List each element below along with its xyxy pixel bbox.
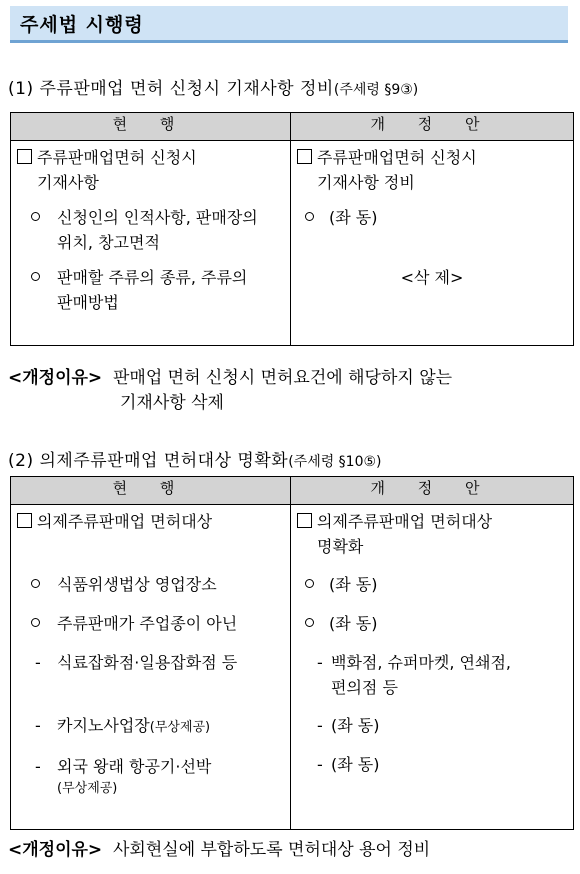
list-item: - (좌 동) bbox=[317, 716, 380, 735]
section-1-heading bbox=[8, 74, 418, 99]
reason-text: 사회현실에 부합하도록 면허대상 용어 정비 bbox=[113, 840, 431, 860]
list-item: 주류판매가 주업종이 아닌 bbox=[15, 611, 286, 636]
section-1-reason bbox=[8, 366, 452, 416]
circle-bullet-icon bbox=[31, 618, 40, 627]
column-header-revised: 개 정 안 bbox=[291, 113, 574, 141]
circle-bullet-icon bbox=[31, 212, 40, 221]
deleted-marker: <삭 제> bbox=[400, 268, 464, 287]
section-2-current-cell bbox=[11, 505, 291, 830]
list-item: 의제주류판매업 면허대상 명확화 bbox=[295, 509, 569, 559]
list-item: (좌 동) bbox=[295, 611, 569, 636]
list-item: 의제주류판매업 면허대상 bbox=[15, 509, 286, 534]
column-header-current: 현 행 bbox=[11, 113, 291, 141]
circle-bullet-icon bbox=[305, 212, 314, 221]
section-1-revised-cell bbox=[291, 141, 574, 346]
reason-text: 판매업 면허 신청시 면허요건에 해당하지 않는 bbox=[113, 368, 453, 388]
reason-text-continued: 기재사항 삭제 bbox=[120, 393, 224, 413]
title-banner bbox=[10, 6, 568, 43]
section-1-title: (1) 주류판매업 면허 신청시 기재사항 정비 bbox=[8, 79, 334, 99]
section-2-comparison-table bbox=[10, 476, 574, 830]
section-1-reference: (주세령 §9③) bbox=[333, 82, 419, 98]
section-2-revised-cell bbox=[291, 505, 574, 830]
list-item: (좌 동) bbox=[295, 205, 569, 230]
document-title: 주세법 시행령 bbox=[20, 13, 144, 36]
circle-bullet-icon bbox=[31, 579, 40, 588]
list-item: - (좌 동) bbox=[317, 755, 380, 774]
list-item: 식품위생법상 영업장소 bbox=[15, 572, 286, 597]
circle-bullet-icon bbox=[305, 579, 314, 588]
list-item: (좌 동) bbox=[295, 572, 569, 597]
checkbox-square-icon bbox=[297, 513, 312, 528]
column-header-revised: 개 정 안 bbox=[291, 477, 574, 505]
list-item: - 식료잡화점·일용잡화점 등 bbox=[35, 653, 238, 672]
section-2-heading bbox=[8, 446, 382, 471]
reason-label: <개정이유> bbox=[8, 368, 103, 388]
checkbox-square-icon bbox=[17, 149, 32, 164]
reason-label: <개정이유> bbox=[8, 840, 103, 860]
section-1-current-cell bbox=[11, 141, 291, 346]
section-1-comparison-table bbox=[10, 112, 574, 346]
section-2-title: (2) 의제주류판매업 면허대상 명확화 bbox=[8, 451, 289, 471]
list-item: 판매할 주류의 종류, 주류의 판매방법 bbox=[15, 265, 286, 315]
list-item: - 백화점, 슈퍼마켓, 연쇄점, 편의점 등 bbox=[317, 653, 511, 697]
list-item: 주류판매업면허 신청시 기재사항 bbox=[15, 145, 286, 195]
list-item: - 외국 왕래 항공기·선박 (무상제공) bbox=[35, 757, 212, 796]
list-item: 신청인의 인적사항, 판매장의 위치, 창고면적 bbox=[15, 205, 286, 255]
circle-bullet-icon bbox=[305, 618, 314, 627]
section-2-reason bbox=[8, 838, 430, 863]
section-2-reference: (주세령 §10⑤) bbox=[288, 454, 382, 470]
list-item: - 카지노사업장(무상제공) bbox=[35, 716, 211, 735]
list-item: 주류판매업면허 신청시 기재사항 정비 bbox=[295, 145, 569, 195]
column-header-current: 현 행 bbox=[11, 477, 291, 505]
checkbox-square-icon bbox=[17, 513, 32, 528]
checkbox-square-icon bbox=[297, 149, 312, 164]
circle-bullet-icon bbox=[31, 272, 40, 281]
